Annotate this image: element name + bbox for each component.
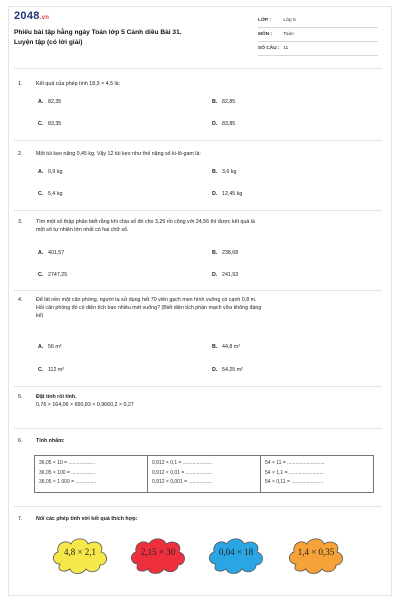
meta-subject-key: MÔN : <box>258 32 273 37</box>
table-cell[interactable]: 0,912 × 0,1 = ..................... <box>152 460 213 466</box>
question-text: 0,76 × 164,06 × 650,83 × 0,9660,2 × 0,27 <box>36 402 134 409</box>
question-text-line: một số tự nhiên lớn nhất có hai chữ số. <box>36 227 129 234</box>
table-cell[interactable]: 36,05 × 10 = ................... <box>39 460 95 466</box>
table-cell[interactable]: 0,912 × 0,001 = ................. <box>152 479 213 485</box>
divider <box>14 68 382 69</box>
cloud-label: 2,15 × 30 <box>140 547 176 557</box>
question-number: 6. <box>18 438 23 444</box>
meta-divider <box>258 41 378 42</box>
title-line-2: Luyện tập (có lời giải) <box>14 38 83 46</box>
question-number: 5. <box>18 394 23 400</box>
question-1 <box>18 80 363 88</box>
question-number: 1. <box>18 81 23 87</box>
meta-divider <box>258 55 378 56</box>
question-text-line: Hỏi căn phòng đó có diện tích bao nhiêu mét vuông? (Biết diện tích phần mạch vữa không đáng <box>36 305 262 312</box>
question-text: Một túi kẹo nặng 0,45 kg. Vậy 12 túi kẹo như thế nặng số ki-lô-gam là: <box>36 151 201 157</box>
table-column <box>35 456 148 492</box>
meta-count-value: 11 <box>283 46 289 51</box>
question-6 <box>18 437 363 445</box>
mental-math-table <box>34 455 374 493</box>
cloud-label: 1,4 × 0,35 <box>297 547 335 557</box>
question-4 <box>18 296 363 321</box>
option-d[interactable]: D. 12,45 kg <box>212 191 243 197</box>
cloud-expression-2[interactable] <box>128 534 188 576</box>
option-c[interactable]: C. 83,35 <box>38 121 62 127</box>
cloud-label: 4,8 × 2,1 <box>63 547 97 557</box>
logo-text: 2048 <box>14 10 40 22</box>
question-text: Kết quả của phép tính 18,3 × 4,5 là: <box>36 81 121 87</box>
question-number: 7. <box>18 516 23 522</box>
question-5 <box>18 393 363 409</box>
table-cell[interactable]: 54 × 11 = ........................... <box>265 460 325 466</box>
option-c[interactable]: C. 2747,25 <box>38 272 68 278</box>
cloud-label: 0,04 × 18 <box>218 547 254 557</box>
divider <box>14 506 382 507</box>
divider <box>14 140 382 141</box>
table-column <box>148 456 261 492</box>
option-a[interactable]: A. 401,57 <box>38 250 65 256</box>
table-cell[interactable]: 54 × 1,1 = ......................... <box>265 469 324 476</box>
question-title: Tính nhẩm: <box>36 438 65 444</box>
table-column <box>261 456 373 492</box>
meta-class-key: LỚP : <box>258 18 272 23</box>
meta-divider <box>258 27 378 28</box>
question-7 <box>18 515 363 523</box>
meta-class <box>258 18 296 23</box>
option-b[interactable]: B. 82,85 <box>212 99 236 105</box>
divider <box>14 290 382 291</box>
option-a[interactable]: A. 56 m² <box>38 344 62 350</box>
option-a[interactable]: A. 82,35 <box>38 99 62 105</box>
option-d[interactable]: D. 241,93 <box>212 272 239 278</box>
question-text-line: Để lát nền một căn phòng, người ta sử dụng hết 70 viên gạch men hình vuông có cạnh 0,8 m. <box>36 297 257 303</box>
divider <box>14 386 382 387</box>
cloud-expression-4[interactable] <box>286 534 346 576</box>
option-d[interactable]: D. 54,25 m² <box>212 367 243 373</box>
divider <box>14 428 382 429</box>
option-b[interactable]: B. 44,8 m² <box>212 344 240 350</box>
question-title: Nối các phép tính với kết quả thích hợp: <box>36 516 138 522</box>
question-2 <box>18 150 363 158</box>
option-c[interactable]: C. 5,4 kg <box>38 191 63 197</box>
question-text-line: Tìm một số thập phân biết rằng khi chia số đó cho 3,25 rồi cộng với 24,56 thì được kết quả là <box>36 219 255 225</box>
worksheet-title <box>14 28 224 47</box>
table-cell[interactable]: 54 × 0,11 = ....................... <box>265 479 324 485</box>
table-cell[interactable]: 36,05 × 1 000 = ............... <box>39 479 97 485</box>
table-cell[interactable]: 0,912 × 0,01 = ................... <box>152 469 213 476</box>
option-a[interactable]: A. 0,9 kg <box>38 169 63 175</box>
question-title: Đặt tính rồi tính. <box>36 394 77 400</box>
logo-domain: .vn <box>39 15 50 21</box>
cloud-expression-3[interactable] <box>206 534 266 576</box>
option-b[interactable]: B. 3,6 kg <box>212 169 237 175</box>
cloud-expression-1[interactable] <box>50 534 110 576</box>
question-text-line: kể) <box>36 313 44 320</box>
question-number: 2. <box>18 151 23 157</box>
question-number: 3. <box>18 219 23 225</box>
option-c[interactable]: C. 112 m² <box>38 367 65 373</box>
meta-subject-value: Toán <box>283 32 294 37</box>
title-line-1: Phiếu bài tập hằng ngày Toán lớp 5 Cánh diều Bài 31. <box>14 29 182 36</box>
option-d[interactable]: D. 83,85 <box>212 121 236 127</box>
question-3 <box>18 218 363 234</box>
meta-subject <box>258 32 294 37</box>
meta-count <box>258 46 288 51</box>
question-number: 4. <box>18 297 23 303</box>
option-b[interactable]: B. 238,68 <box>212 250 239 256</box>
divider <box>14 210 382 211</box>
site-logo[interactable] <box>14 10 49 22</box>
table-cell[interactable]: 36,05 × 100 = ................. <box>39 469 95 476</box>
meta-class-value: Lớp 5 <box>283 18 296 23</box>
meta-count-key: SỐ CÂU : <box>258 46 280 51</box>
